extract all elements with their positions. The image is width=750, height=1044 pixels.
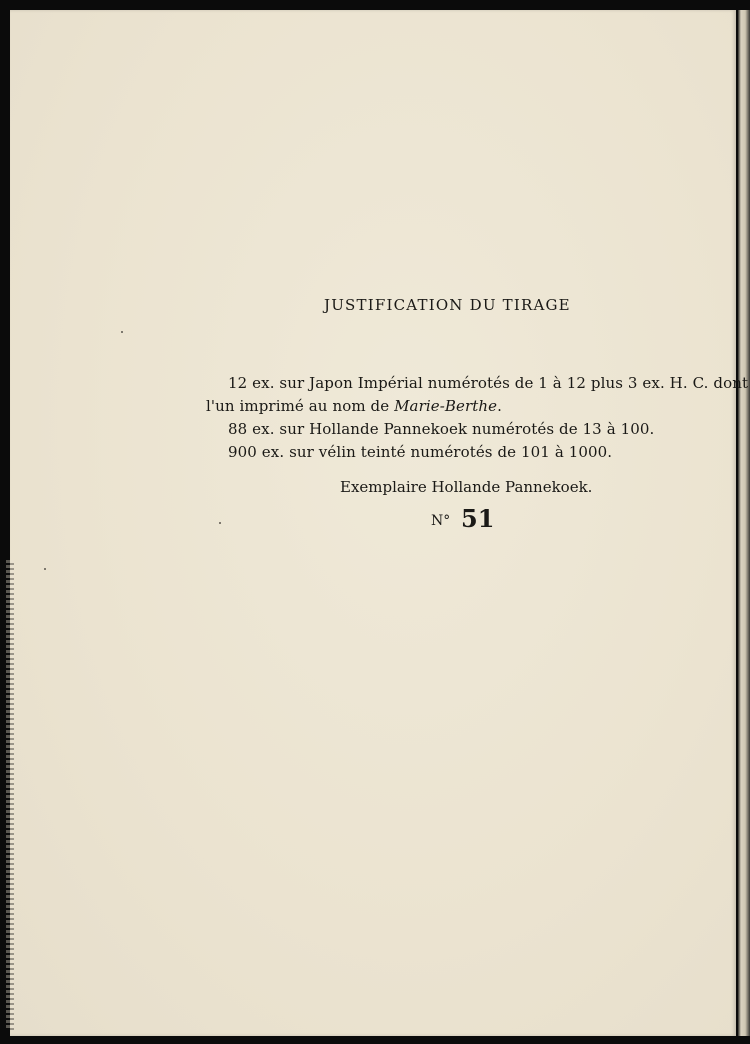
edition-line-4: 900 ex. sur vélin teinté numérotés de 101 à 1000. — [228, 443, 613, 461]
dedicatee-name: Marie-Berthe — [394, 397, 498, 415]
page-title: JUSTIFICATION DU TIRAGE — [324, 296, 571, 314]
paper-speck — [44, 568, 46, 570]
edition-line-2 — [206, 397, 502, 415]
paper-sheet — [10, 10, 736, 1036]
page-edge — [738, 10, 750, 1036]
deckle-edge — [6, 560, 14, 1030]
edition-line-3: 88 ex. sur Hollande Pannekoek numérotés de 13 à 100. — [228, 420, 655, 438]
copy-number: 51 — [461, 504, 495, 533]
paper-speck — [219, 522, 221, 524]
paper-speck — [121, 331, 123, 333]
number-label: N° — [431, 513, 451, 529]
copy-type: Exemplaire Hollande Pannekoek. — [340, 478, 593, 496]
edition-line-2-suffix: . — [497, 397, 503, 415]
edition-line-1: 12 ex. sur Japon Impérial numérotés de 1 à 12 plus 3 ex. H. C. dont — [228, 374, 749, 392]
edition-line-2-prefix: l'un imprimé au nom de — [206, 397, 395, 415]
